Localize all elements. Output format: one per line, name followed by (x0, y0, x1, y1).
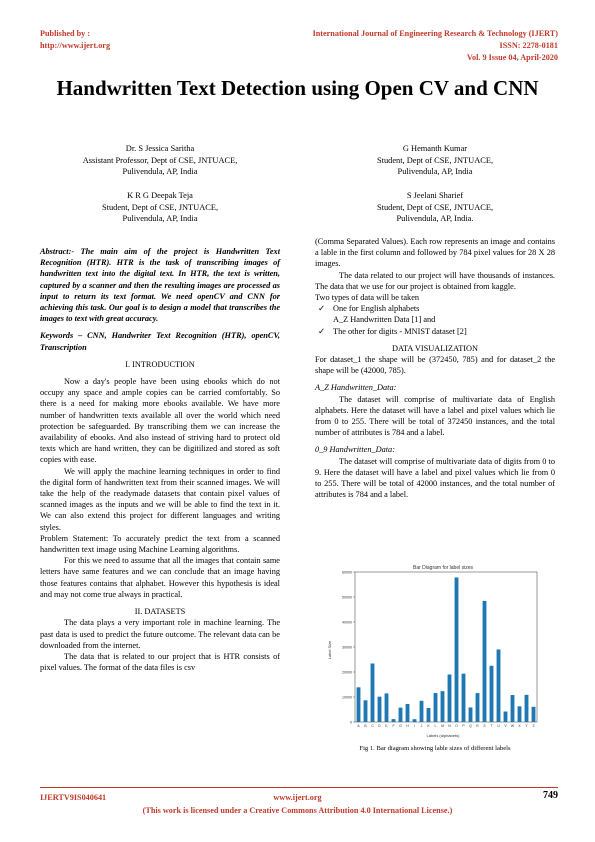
author-name: K R G Deepak Teja (127, 191, 193, 200)
chart-bar (434, 693, 438, 722)
chart-x-tick-label: Z (532, 724, 535, 728)
published-by: Published by : (40, 29, 91, 38)
chart-x-tick-label: L (434, 724, 437, 728)
author-place: Pulivendula, AP, India (122, 214, 198, 223)
chart-x-tick-label: Q (469, 724, 472, 728)
volume: Vol. 9 Issue 04, April-2020 (466, 53, 558, 62)
chart-x-tick-label: P (462, 724, 465, 728)
right-paragraph-2: The data related to our project will have thousands of instances. The data that we use for our project is obtained from kaggle. (315, 270, 555, 291)
chart-y-axis-label: Label Size (327, 640, 332, 660)
list-item: ✓ The other for digits - MNIST dataset [2] (318, 326, 467, 336)
chart-x-tick-label: G (399, 724, 402, 728)
data-visualization-heading: DATA VISUALIZATION (391, 343, 479, 353)
list-item: ✓ One for English alphabets (318, 304, 420, 314)
author-block-2 (320, 143, 550, 178)
chart-bar (385, 693, 389, 722)
chart-bar (504, 712, 508, 722)
chart-x-tick-label: T (490, 724, 493, 728)
az-paragraph: The dataset will comprise of multivariate data of English alphabets. Here the dataset will have a label and pixel values which lie from 0 to 255. There will be total of 372450 instances, and the total number of attributes is 784 and a label. (315, 394, 555, 438)
chart-y-tick-label: 0 (350, 720, 352, 725)
chart-x-tick-label: J (420, 724, 423, 728)
author-place: Pulivendula, AP, India. (396, 214, 474, 223)
author-name: G Hemanth Kumar (402, 144, 468, 153)
chart-bar (518, 706, 522, 722)
author-name: S Jeelani Sharief (406, 191, 464, 200)
chart-x-tick-label: H (406, 724, 409, 728)
visualization-paragraph: For dataset_1 the shape will be (372450, 785) and for dataset_2 the shape will be (42000, 785). (315, 355, 555, 376)
check-icon: ✓ (318, 326, 325, 336)
chart-x-tick-label: Y (525, 724, 528, 728)
chart-bar (483, 601, 487, 722)
author-role: Student, Dept of CSE, JNTUACE, (376, 155, 494, 165)
chart-bar (490, 666, 494, 722)
chart-y-tick-label: 50000 (342, 595, 352, 600)
chart-x-tick-label: R (476, 724, 479, 728)
chart-bar (462, 674, 466, 722)
chart-bar (413, 719, 417, 722)
list-intro: Two types of data will be taken (315, 293, 420, 303)
footer-rule (40, 787, 558, 788)
chart-bar (532, 707, 536, 722)
author-role: Student, Dept of CSE, JNTUACE, (376, 202, 494, 212)
journal-name: International Journal of Engineering Research & Technology (IJERT) (312, 29, 558, 38)
author-block-3 (45, 190, 275, 225)
author-block-1 (45, 143, 275, 178)
chart-bar (476, 693, 480, 722)
chart-x-tick-label: U (497, 724, 500, 728)
chart-bar (399, 708, 403, 722)
az-heading: A_Z Handwritten_Data: (315, 383, 397, 393)
chart-plot-frame (355, 572, 537, 722)
issn: ISSN: 2278-0181 (499, 41, 558, 50)
check-icon: ✓ (318, 304, 325, 314)
digits-paragraph: The dataset will comprise of multivariate data of digits from 0 to 9. Here the dataset will have a label and pixel values which lie from 0 to 255. There will be total of 42000 instances, and the total number of attributes is 784 and a label. (315, 456, 555, 500)
chart-x-axis-label: Labels (alphabets) (426, 733, 460, 738)
figure-caption: Fig 1. Bar diagram showing lable sizes of different labels (359, 745, 511, 752)
chart-bar (364, 700, 368, 722)
chart-bar (420, 701, 424, 722)
chart-x-tick-label: B (364, 724, 367, 728)
left-column (40, 246, 280, 673)
chart-x-tick-label: A (357, 724, 360, 728)
chart-x-tick-label: S (483, 724, 486, 728)
chart-x-tick-label: O (455, 724, 458, 728)
datasets-paragraph-1: The data plays a very important role in machine learning. The past data is used to predict the future outcome. The relevant data can be downloaded from the internet. (40, 618, 280, 650)
journal-url[interactable]: http://www.ijert.org (40, 41, 111, 50)
chart-x-tick-label: V (504, 724, 507, 728)
author-place: Pulivendula, AP, India (122, 167, 198, 176)
intro-paragraph-2: We will apply the machine learning techniques in order to find the digital form of handwritten text from their scanned images. We will take the help of the readymade datasets that contain pixel values of scanned images as the inputs and we will be able to find the text in it. We can also extend this project for different languages and writing styles. (40, 466, 280, 532)
digits-heading: 0_9 Handwritten_Data: (315, 445, 395, 455)
intro-paragraph-1: Now a day's people have been using ebooks which do not occupy any space and ample copies can be carried comfortably. So there is a need for making more ebooks available. We have more number of handwritten texts available all over the world which need protection be safeguarded. By transcribing them we can increase the availability of ebooks. And also instead of striving hard to protect old texts which are hand written, they can be digitilized and stored as soft copies with ease. (40, 377, 280, 465)
list-sub-item: A_Z Handwritten Data [1] and (333, 315, 436, 325)
chart-bar (448, 674, 452, 722)
chart-y-tick-label: 20000 (342, 670, 352, 675)
chart-title: Bar Diagram for label sizes (412, 565, 474, 571)
chart-y-tick-label: 30000 (342, 645, 352, 650)
chart-x-tick-label: I (414, 724, 415, 728)
chart-y-tick-label: 40000 (342, 620, 352, 625)
keywords: Keywords – CNN, Handwriter Text Recognition (HTR), openCV, Transcription (40, 331, 280, 352)
problem-statement: Problem Statement: To accurately predict the text from a scanned handwritten text image using Machine Learning algorithms. (40, 533, 280, 555)
chart-bar (441, 691, 445, 722)
chart-x-tick-label: F (392, 724, 395, 728)
chart-x-tick-label: E (385, 724, 388, 728)
chart-y-tick-label: 60000 (342, 570, 352, 575)
right-column (315, 236, 555, 500)
chart-bar (392, 719, 396, 722)
chart-bar (497, 649, 501, 722)
author-block-4 (320, 190, 550, 225)
chart-x-tick-label: K (427, 724, 430, 728)
author-place: Pulivendula, AP, India (397, 167, 473, 176)
chart-x-tick-label: X (518, 724, 521, 728)
chart-bar (525, 695, 529, 722)
chart-y-tick-label: 10000 (342, 695, 352, 700)
author-role: Assistant Professor, Dept of CSE, JNTUACE, (82, 155, 238, 165)
chart-x-tick-label: M (441, 724, 444, 728)
chart-x-tick-label: D (378, 724, 381, 728)
chart-bar (511, 695, 515, 722)
chart-bar (427, 708, 431, 722)
chart-bar (357, 687, 361, 722)
chart-x-tick-label: C (371, 724, 374, 728)
chart-bar (469, 707, 473, 722)
page-number: 749 (543, 790, 558, 801)
footer-url[interactable]: www.ijert.org (273, 793, 322, 802)
abstract: Abstract:- The main aim of the project is Handwritten Text Recognition (HTR). HTR is the task of transcribing images of handwritten text into the digital text. In HTR, the text is written, captured by a scanner and then the resulting images are processed as input to return its text format. We need openCV and CNN for achieving this task. Our goal is to design a model that transcribes the images to text with great accuracy. (40, 247, 280, 324)
chart-bar (371, 663, 375, 722)
chart-bar (378, 697, 382, 722)
datasets-paragraph-2: The data that is related to our project that is HTR consists of pixel values. The format of the data files is csv (40, 651, 280, 673)
paper-id: IJERTV9IS040641 (40, 793, 107, 802)
section-2-heading: II. DATASETS (134, 607, 186, 617)
intro-paragraph-4: For this we need to assume that all the images that contain same letters have same features and we can conclude that an image having those features contains that alphabet. However this hypothesis is ideal and may not come true always in practical. (40, 556, 280, 599)
paper-title: Handwritten Text Detection using Open CV and CNN (56, 76, 539, 100)
label-size-bar-chart (323, 560, 543, 740)
right-paragraph-1: (Comma Separated Values). Each row represents an image and contains a lable in the first column and followed by 784 pixel values for 28 X 28 images. (315, 237, 555, 269)
author-role: Student, Dept of CSE, JNTUACE, (101, 202, 219, 212)
chart-x-tick-label: N (448, 724, 451, 728)
chart-x-tick-label: W (510, 724, 515, 728)
author-name: Dr. S Jessica Saritha (125, 144, 195, 153)
section-1-heading: I. INTRODUCTION (125, 359, 195, 369)
license-note: (This work is licensed under a Creative Commons Attribution 4.0 International License.) (142, 806, 453, 815)
chart-bar (406, 704, 410, 722)
chart-bar (455, 577, 459, 722)
